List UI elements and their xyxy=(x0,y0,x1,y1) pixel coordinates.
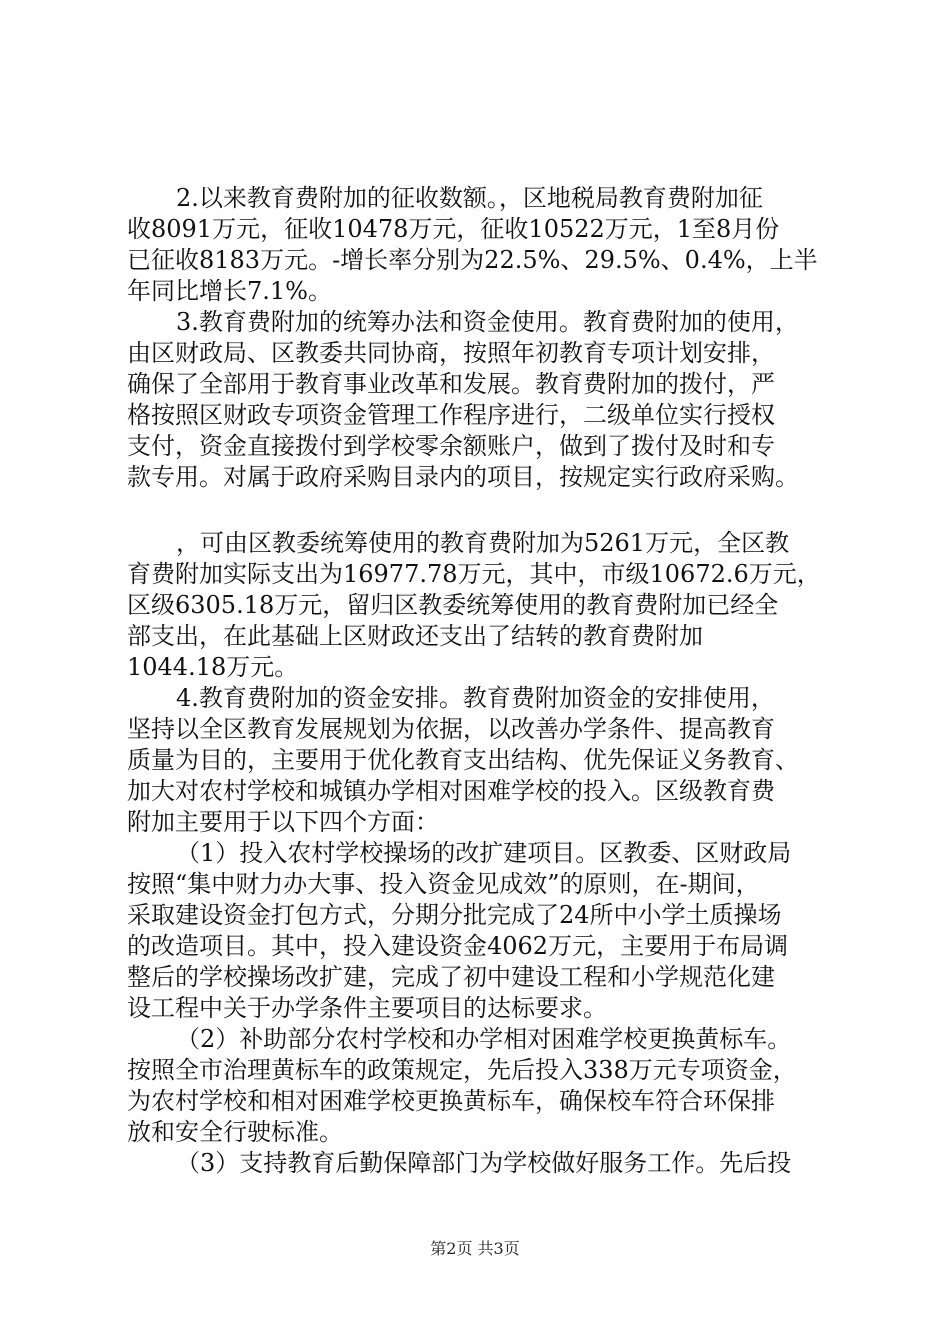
paragraph-line: 按照“集中财力办大事、投入资金见成效”的原则，在-期间， xyxy=(127,870,760,898)
paragraph-line: 确保了全部用于教育事业改革和发展。教育费附加的拨付，严 xyxy=(127,370,775,398)
paragraph-line: 收8091万元，征收10478万元，征收10522万元，1至8月份 xyxy=(127,215,780,243)
paragraph-line: 格按照区财政专项资金管理工作程序进行，二级单位实行授权 xyxy=(127,401,775,429)
paragraph-line: 为农村学校和相对困难学校更换黄标车，确保校车符合环保排 xyxy=(127,1087,775,1115)
paragraph-line: 区级6305.18万元，留归区教委统筹使用的教育费附加已经全 xyxy=(127,591,779,619)
paragraph-line: 年同比增长7.1%。 xyxy=(127,277,332,305)
paragraph-line: 2.以来教育费附加的征收数额。，区地税局教育费附加征 xyxy=(176,184,763,212)
paragraph-line: 采取建设资金打包方式，分期分批完成了24所中小学土质操场 xyxy=(127,901,782,929)
paragraph-line: 款专用。对属于政府采购目录内的项目，按规定实行政府采购。 xyxy=(127,463,799,491)
paragraph-line: 已征收8183万元。-增长率分别为22.5%、29.5%、0.4%，上半 xyxy=(127,246,818,274)
paragraph-line: 1044.18万元。 xyxy=(127,653,299,681)
paragraph-line: 按照全市治理黄标车的政策规定，先后投入338万元专项资金， xyxy=(127,1056,797,1084)
paragraph-line: ，可由区教委统筹使用的教育费附加为5261万元，全区教 xyxy=(176,529,790,557)
paragraph-line: 整后的学校操场改扩建，完成了初中建设工程和小学规范化建 xyxy=(127,963,775,991)
paragraph-line: （1）投入农村学校操场的改扩建项目。区教委、区财政局 xyxy=(176,839,792,867)
paragraph-line: 部支出，在此基础上区财政还支出了结转的教育费附加 xyxy=(127,622,703,650)
paragraph-line: 设工程中关于办学条件主要项目的达标要求。 xyxy=(127,994,607,1022)
paragraph-line: 放和安全行驶标准。 xyxy=(127,1118,343,1146)
paragraph-line: 支付，资金直接拨付到学校零余额账户，做到了拨付及时和专 xyxy=(127,432,775,460)
paragraph-line: 由区财政局、区教委共同协商，按照年初教育专项计划安排， xyxy=(127,339,775,367)
paragraph-line: （3）支持教育后勤保障部门为学校做好服务工作。先后投 xyxy=(176,1149,792,1177)
paragraph-line: 加大对农村学校和城镇办学相对困难学校的投入。区级教育费 xyxy=(127,777,775,805)
paragraph-line: （2）补助部分农村学校和办学相对困难学校更换黄标车。 xyxy=(176,1025,792,1053)
paragraph-line: 的改造项目。其中，投入建设资金4062万元，主要用于布局调 xyxy=(127,932,789,960)
paragraph-line: 坚持以全区教育发展规划为依据，以改善办学条件、提高教育 xyxy=(127,715,775,743)
paragraph-line: 3.教育费附加的统筹办法和资金使用。教育费附加的使用， xyxy=(176,308,799,336)
paragraph-line: 育费附加实际支出为16977.78万元，其中，市级10672.6万元， xyxy=(127,560,821,588)
page-footer: 第2页 共3页 xyxy=(430,1239,520,1258)
paragraph-line: 附加主要用于以下四个方面： xyxy=(127,808,439,836)
paragraph-line: 质量为目的，主要用于优化教育支出结构、优先保证义务教育、 xyxy=(127,746,799,774)
paragraph-line: 4.教育费附加的资金安排。教育费附加资金的安排使用， xyxy=(176,684,775,712)
